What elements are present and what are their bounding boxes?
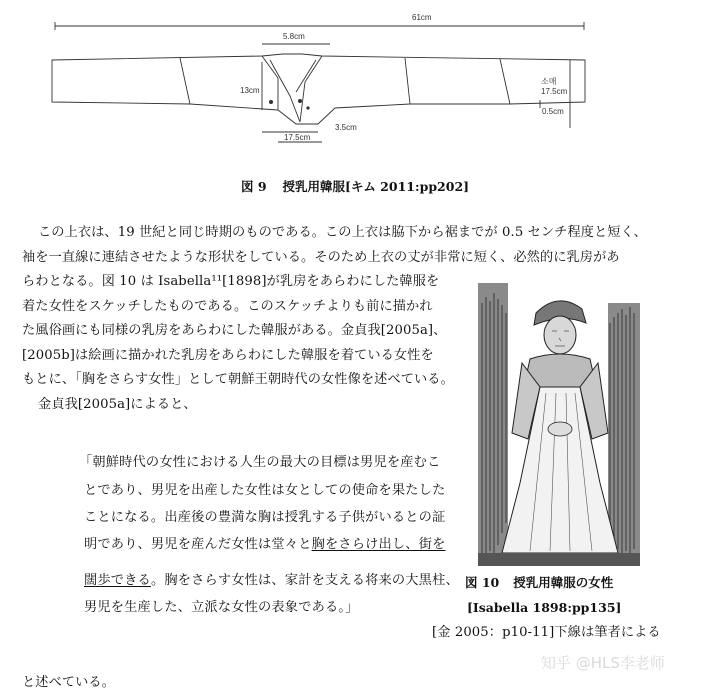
figure-10-illustration bbox=[478, 283, 640, 566]
quote-line-2: とであり、男児を出産した女性は女としての使命を果たした bbox=[84, 483, 446, 498]
figure-9-title: 授乳用韓服[キム 2011:pp202] bbox=[282, 179, 470, 194]
dim-total-width: 61cm bbox=[412, 13, 432, 22]
figure-9-caption bbox=[241, 177, 469, 195]
body-line-5: た風俗画にも同様の乳房をあらわにした韓服がある。金貞我[2005a]、 bbox=[22, 323, 447, 338]
figure-9-diagram bbox=[0, 0, 720, 175]
body-line-3: らわとなる。図 10 は Isabella¹¹[1898]が乳房をあらわにした韓服を bbox=[22, 274, 440, 289]
quote-line-5 bbox=[84, 572, 459, 590]
dim-front-a: 17.5cm bbox=[284, 133, 311, 142]
quote-line-4 bbox=[84, 536, 445, 554]
figure-10-caption bbox=[465, 573, 613, 591]
dim-sleeve-width: 17.5cm bbox=[541, 87, 568, 96]
dim-front-b: 3.5cm bbox=[335, 123, 357, 132]
quote-line-4-plain: 明であり、男児を産んだ女性は堂々と bbox=[84, 537, 312, 552]
body-line-2: 袖を一直線に連結させたような形状をしている。そのため上衣の丈が非常に短く、必然的に乳房があ bbox=[22, 250, 620, 265]
dim-sleeve-label: 소매 bbox=[541, 77, 557, 86]
body-line-1: この上衣は、19 世紀と同じ時期のものである。この上衣は脇下から裾までが 0.5 センチ程度と短く、 bbox=[38, 225, 647, 240]
figure-10-title: 授乳用韓服の女性 bbox=[513, 575, 614, 590]
watermark: 知乎 @HLS李老师 bbox=[541, 654, 665, 672]
dim-hem-offset: 0.5cm bbox=[542, 107, 564, 116]
body-line-6: [2005b]は絵画に描かれた乳房をあらわにした韓服を着ている女性を bbox=[22, 348, 434, 363]
quote-line-5-plain: 。胸をさらす女性は、家計を支える将来の大黒柱、 bbox=[150, 573, 459, 588]
dim-collar: 5.8cm bbox=[283, 32, 305, 41]
quote-underlined-1: 胸をさらけ出し、街を bbox=[311, 537, 446, 552]
dim-side: 13cm bbox=[240, 86, 260, 95]
body-line-7: もとに、「胸をさらす女性」として朝鮮王朝時代の女性像を述べている。 bbox=[22, 372, 454, 387]
figure-9-label: 図 9 bbox=[241, 179, 267, 194]
body-para-2: 金貞我[2005a]によると、 bbox=[38, 397, 197, 412]
quote-line-3: ことになる。出産後の豊満な胸は授乳する子供がいるとの証 bbox=[84, 510, 446, 525]
figure-10-label: 図 10 bbox=[465, 575, 500, 590]
body-line-4: 着た女性をスケッチしたものである。このスケッチよりも前に描かれ bbox=[22, 299, 433, 314]
quote-citation: [金 2005：p10-11]下線は筆者による bbox=[432, 625, 661, 640]
quote-underlined-2: 闊歩できる bbox=[84, 573, 151, 588]
quote-line-1: 「朝鮮時代の女性における人生の最大の目標は男児を産むこ bbox=[79, 455, 441, 470]
closing-line: と述べている。 bbox=[22, 675, 116, 690]
figure-10-source: [Isabella 1898:pp135] bbox=[467, 600, 622, 615]
quote-line-6: 男児を生産した、立派な女性の表象である。」 bbox=[84, 600, 359, 615]
